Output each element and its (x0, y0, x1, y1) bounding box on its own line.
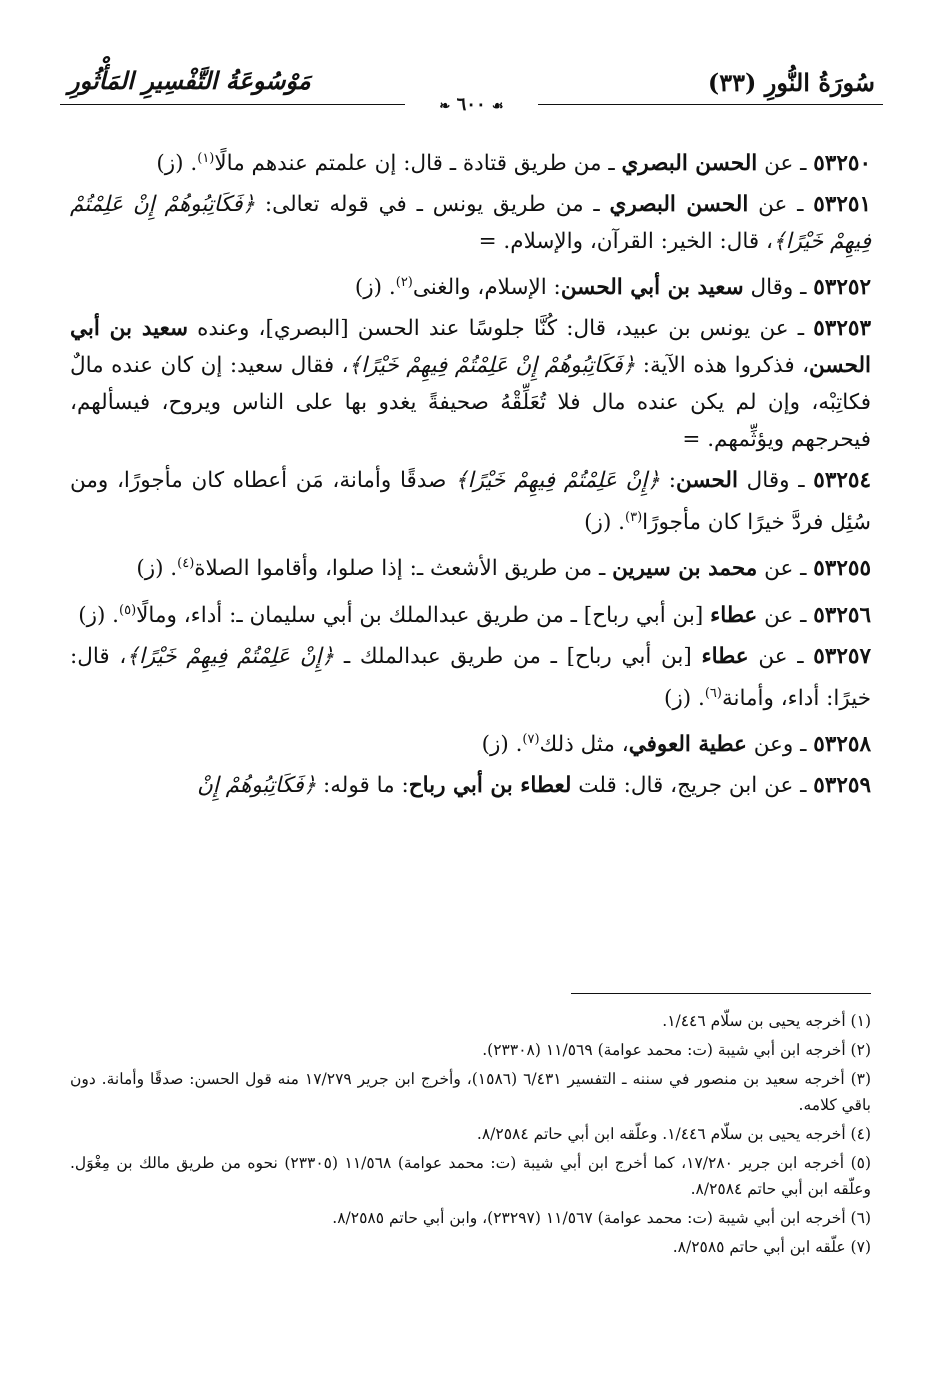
footnote-6: (٦) أخرجه ابن أبي شيبة (ت: محمد عوامة) ١١/٥٦٧ (٢٣٢٩٧)، وابن أبي حاتم ٨/٢٥٨٥. (332, 1209, 871, 1227)
book-title: مَوْسُوعَةُ التَّفْسِيرِ المَأْثُورِ (68, 66, 311, 95)
entry-53250: ٥٣٢٥٠ ـ عن الحسن البصري ـ من طريق قتادة ـ قال: إن علمتم عندهم مالًا$^{(١)}$. (ز) (156, 151, 871, 177)
footnotes (70, 1008, 871, 1263)
header-rule-left (60, 104, 405, 105)
footnote-ref: (٦) (704, 685, 722, 701)
entry-53258: ٥٣٢٥٨ ـ وعن عطية العوفي، مثل ذلك$^{(٧)}$. (ز) (481, 731, 871, 758)
footnote-3: (٣) أخرجه سعيد بن منصور في سننه ـ التفسير ٦/٤٣١ (١٥٨٦)، وأخرج ابن جرير ١٧/٢٧٩ منه قول الحسن: صدقًا وأمانة. دون باقي كلامه. (70, 1070, 872, 1114)
entry-53252: ٥٣٢٥٢ ـ وقال سعيد بن أبي الحسن: الإسلام، والغنى$^{(٢)}$. (ز) (354, 275, 871, 301)
entry-53257: ٥٣٢٥٧ ـ عن عطاء [بن أبي رباح] ـ من طريق عبدالملك ـ ﴿إِنْ عَلِمْتُمْ فِيهِمْ خَيْرًا﴾، قال: خيرًا: أداء، وأمانة$^{(٦)}$. (ز) (70, 643, 871, 711)
footnote-ref: (٧) (522, 731, 540, 747)
page-number-row (60, 96, 883, 114)
footnote-ref: (٤) (177, 556, 195, 572)
footnote-1: (١) أخرجه يحيى بن سلّام ١/٤٤٦. (662, 1012, 871, 1030)
footnote-separator (571, 993, 871, 994)
footnote-ref: (٢) (395, 275, 413, 291)
footnote-ref: (٣) (625, 510, 643, 526)
ornament-left-icon: ❧ (439, 99, 451, 114)
footnote-ref: (١) (197, 151, 215, 166)
entry-53251: ٥٣٢٥١ ـ عن الحسن البصري ـ من طريق يونس ـ في قوله تعالى: ﴿فَكَاتِبُوهُمْ إِنْ عَلِمْتُمْ فِيهِمْ خَيْرًا﴾، قال: الخير: القرآن، والإسلام. = (70, 192, 871, 255)
footnote-2: (٢) أخرجه ابن أبي شيبة (ت: محمد عوامة) ١١/٥٦٩ (٢٣٣٠٨). (482, 1041, 871, 1059)
footnote-7: (٧) علّقه ابن أبي حاتم ٨/٢٥٨٥. (672, 1238, 871, 1256)
page-number: ❧ ٦٠٠ ☙ (439, 94, 504, 115)
entry-53259: ٥٣٢٥٩ ـ عن ابن جريج، قال: قلت لعطاء بن أبي رباح: ما قوله: ﴿فَكَاتِبُوهُمْ إِنْ (197, 773, 871, 799)
quran-quote: ﴿فَكَاتِبُوهُمْ إِنْ عَلِمْتُمْ فِيهِمْ خَيْرًا﴾ (70, 192, 871, 255)
quran-quote: ﴿إِنْ عَلِمْتُمْ فِيهِمْ خَيْرًا﴾ (126, 643, 335, 669)
entry-53255: ٥٣٢٥٥ ـ عن محمد بن سيرين ـ من طريق الأشعث ـ: إذا صلوا، وأقاموا الصلاة$^{(٤)}$. (ز) (136, 556, 871, 582)
ornament-right-icon: ☙ (491, 99, 504, 114)
quran-quote: ﴿فَكَاتِبُوهُمْ إِنْ عَلِمْتُمْ فِيهِمْ خَيْرًا﴾ (348, 353, 636, 379)
entry-53254: ٥٣٢٥٤ ـ وقال الحسن: ﴿إِنْ عَلِمْتُمْ فِيهِمْ خَيْرًا﴾ صدقًا وأمانة، مَن أعطاه كان مأجورًا، ومن سُئِل فردَّ خيرًا كان مأجورًا$^{(٣)}$. (ز) (70, 468, 872, 536)
quran-quote: ﴿إِنْ عَلِمْتُمْ فِيهِمْ خَيْرًا﴾ (455, 468, 660, 494)
main-text (70, 140, 871, 808)
surah-title: سُورَةُ النُّورِ (٣٣) (707, 68, 875, 97)
footnote-4: (٤) أخرجه يحيى بن سلّام ١/٤٤٦. وعلّقه ابن أبي حاتم ٨/٢٥٨٤. (476, 1125, 871, 1143)
header-rule-right (538, 104, 883, 105)
quran-quote: ﴿فَكَاتِبُوهُمْ إِنْ (197, 773, 317, 799)
footnote-5: (٥) أخرجه ابن جرير ١٧/٢٨٠، كما أخرج ابن أبي شيبة (ت: محمد عوامة) ١١/٥٦٨ (٢٣٣٠٥) نحوه من طريق مالك بن مِغْوَل. وعلّقه ابن أبي حاتم ٨/٢٥٨٤. (70, 1154, 872, 1198)
entry-53256: ٥٣٢٥٦ ـ عن عطاء [بن أبي رباح] ـ من طريق عبدالملك بن أبي سليمان ـ: أداء، ومالًا$^{(٥)}$. (ز) (78, 602, 871, 628)
footnote-ref: (٥) (119, 602, 137, 618)
entry-53253: ٥٣٢٥٣ ـ عن يونس بن عبيد، قال: كُنَّا جلوسًا عند الحسن [البصري]، وعنده سعيد بن أبي الحسن، فذكروا هذه الآية: ﴿فَكَاتِبُوهُمْ إِنْ عَلِمْتُمْ فِيهِمْ خَيْرًا﴾، فقال سعيد: إن كان عنده مالٌ فكاتِبْه، وإن لم يكن عنده مال فلا تُعَلِّقْهُ صحيفةً يغدو بها على الناس ويروح، فيسألهم، فيحرجهم ويؤثِّمهم. = (70, 316, 871, 453)
